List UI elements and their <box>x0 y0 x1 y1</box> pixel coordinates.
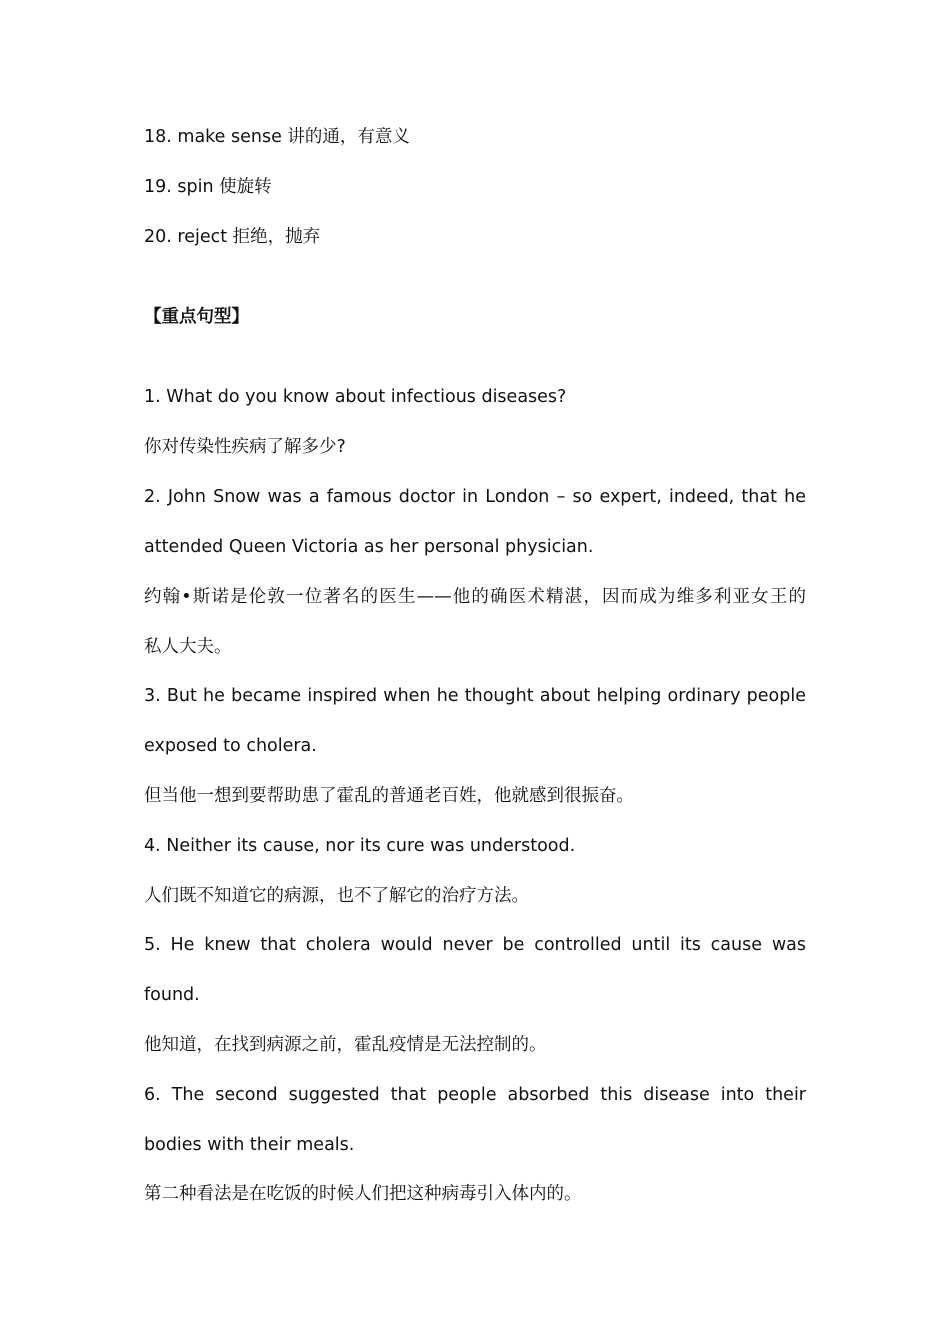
sentence-4-english: 4. Neither its cause, nor its cure was understood. <box>144 836 576 856</box>
section-heading: 【重点句型】 <box>144 307 249 327</box>
sentence-2-english-line-2: attended Queen Victoria as her personal physician. <box>144 537 594 557</box>
sentence-5-chinese: 他知道，在找到病源之前，霍乱疫情是无法控制的。 <box>144 1035 547 1055</box>
sentence-3-english-line-1: 3. But he became inspired when he thought about helping ordinary people <box>144 686 806 706</box>
vocab-item-19: 19. spin 使旋转 <box>144 177 272 197</box>
sentence-2-chinese-line-1: 约翰•斯诺是伦敦一位著名的医生——他的确医术精湛，因而成为维多利亚女王的 <box>144 587 806 607</box>
sentence-6-english-line-2: bodies with their meals. <box>144 1135 355 1155</box>
sentence-5-english-line-1: 5. He knew that cholera would never be controlled until its cause was <box>144 935 806 955</box>
sentence-3-english-line-2: exposed to cholera. <box>144 736 317 756</box>
sentence-2-english-line-1: 2. John Snow was a famous doctor in London – so expert, indeed, that he <box>144 487 806 507</box>
sentence-4-chinese: 人们既不知道它的病源，也不了解它的治疗方法。 <box>144 886 529 906</box>
sentence-6-english-line-1: 6. The second suggested that people absorbed this disease into their <box>144 1085 806 1105</box>
sentence-1-english: 1. What do you know about infectious diseases? <box>144 387 567 407</box>
sentence-3-chinese: 但当他一想到要帮助患了霍乱的普通老百姓，他就感到很振奋。 <box>144 786 634 806</box>
vocab-item-18: 18. make sense 讲的通，有意义 <box>144 127 410 147</box>
sentence-1-chinese: 你对传染性疾病了解多少? <box>144 437 346 457</box>
sentence-5-english-line-2: found. <box>144 985 200 1005</box>
vocab-item-20: 20. reject 拒绝，抛弃 <box>144 227 321 247</box>
sentence-2-chinese-line-2: 私人大夫。 <box>144 637 232 657</box>
sentence-6-chinese: 第二种看法是在吃饭的时候人们把这种病毒引入体内的。 <box>144 1184 582 1204</box>
